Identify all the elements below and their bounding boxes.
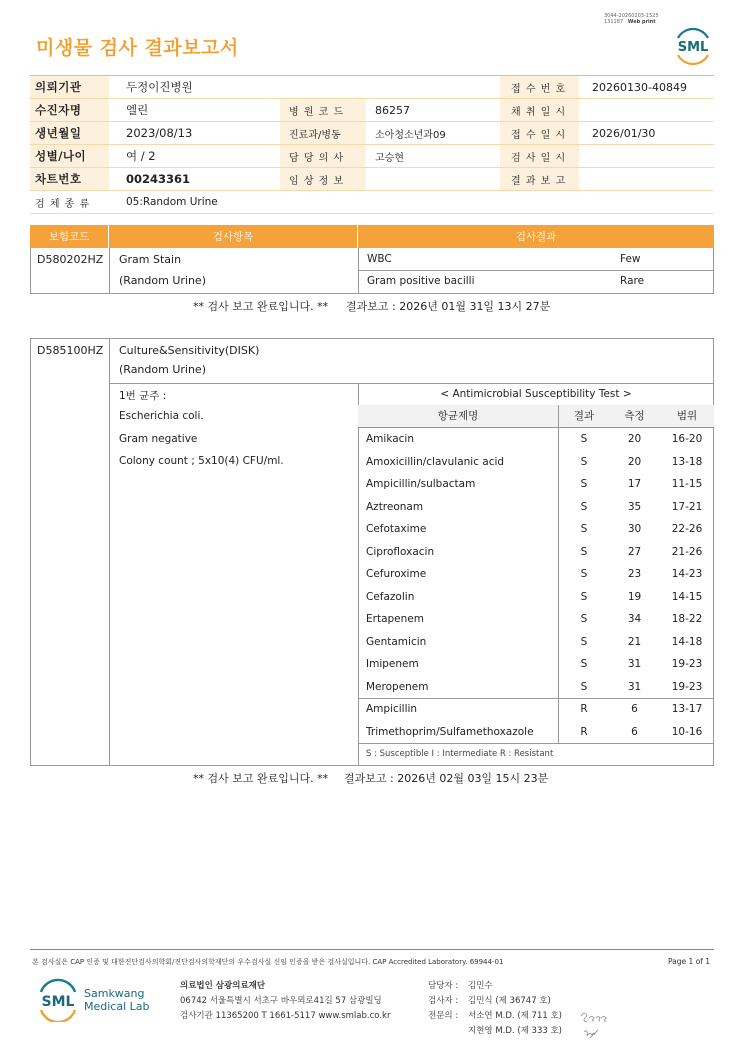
test-name: Gram Stain bbox=[119, 253, 182, 266]
ast-result: S bbox=[580, 658, 588, 671]
ast-row bbox=[358, 496, 714, 519]
complete-note: ** 검사 보고 완료입니다. ** bbox=[193, 772, 329, 785]
ast-drug: Gentamicin bbox=[366, 635, 427, 648]
page-title: 미생물 검사 결과보고서 bbox=[36, 37, 239, 59]
specimen-value: 05:Random Urine bbox=[126, 196, 218, 208]
header-code: 보험코드 bbox=[30, 225, 109, 248]
info-value: 소아청소년과09 bbox=[375, 129, 446, 141]
ast-measure: 20 bbox=[627, 433, 642, 446]
ast-drug: Aztreonam bbox=[366, 500, 424, 513]
ast-range: 13-17 bbox=[671, 703, 703, 716]
org-contact: 검사기관 11365200 T 1661-5117 www.smlab.co.kr bbox=[180, 1011, 391, 1021]
cert-text: 본 검사실은 CAP 인증 및 대한진단검사의학회/진단검사의학재단의 우수검사실 신임 인증을 받은 검사실입니다. CAP Accredited Laboratory. 69944-01 bbox=[32, 958, 504, 966]
info-label: 의뢰기관 bbox=[30, 76, 109, 98]
document-code-line2: 131187 bbox=[604, 19, 624, 25]
header-result: 검사결과 bbox=[515, 231, 557, 243]
ast-range: 14-23 bbox=[671, 568, 703, 581]
ast-header-row bbox=[358, 405, 714, 428]
staff-list: 담당자 : 김민수 검사자 : 김민식 (제 36747 호) 전문의 : 서소연 M.D. (제 711 호) 지현영 M.D. (제 333 호) bbox=[428, 981, 563, 1036]
ast-row bbox=[358, 586, 714, 609]
ast-drug: Ertapenem bbox=[366, 613, 424, 626]
info-label: 검 사 일 시 bbox=[500, 145, 579, 167]
test-specimen: (Random Urine) bbox=[119, 274, 206, 287]
info-label: 접 수 번 호 bbox=[500, 76, 579, 98]
info-value: 두정이진병원 bbox=[126, 80, 193, 94]
logo-english: Samkwang Medical Lab bbox=[84, 987, 150, 1013]
ast-row bbox=[358, 653, 714, 676]
staff-name: 지현영 M.D. (제 333 호) bbox=[468, 1026, 563, 1036]
ast-drug: Ampicillin bbox=[366, 703, 418, 716]
info-row bbox=[30, 76, 714, 99]
ast-measure: 31 bbox=[627, 680, 642, 693]
ast-header-drug: 항균제명 bbox=[358, 405, 559, 427]
ast-header-result: 결과 bbox=[573, 410, 595, 423]
ast-result: S bbox=[580, 523, 588, 536]
patient-info-table bbox=[30, 75, 714, 214]
ast-measure: 6 bbox=[631, 725, 638, 738]
info-label: 결 과 보 고 bbox=[500, 168, 579, 190]
info-value: 86257 bbox=[375, 103, 410, 117]
staff-name: 김민식 (제 36747 호) bbox=[468, 996, 551, 1006]
ast-range: 13-18 bbox=[671, 455, 703, 468]
ast-result: S bbox=[580, 500, 588, 513]
ast-result: S bbox=[580, 613, 588, 626]
org-address: 06742 서울특별시 서초구 바우뫼로41길 57 삼광빌딩 bbox=[180, 996, 382, 1006]
ast-drug: Meropenem bbox=[366, 680, 429, 693]
ast-drug: Cefuroxime bbox=[366, 568, 427, 581]
info-row bbox=[30, 99, 714, 122]
ast-range: 14-18 bbox=[671, 635, 703, 648]
document-code bbox=[604, 13, 659, 25]
info-label: 병 원 코 드 bbox=[280, 99, 366, 121]
organism-name: Escherichia coli. bbox=[119, 410, 204, 422]
ast-range: 18-22 bbox=[671, 613, 703, 626]
staff-name: 김민수 bbox=[468, 981, 493, 991]
ast-row bbox=[358, 563, 714, 586]
ast-result: S bbox=[580, 568, 588, 581]
ast-row bbox=[358, 473, 714, 496]
header-item: 검사항목 bbox=[109, 225, 358, 248]
ast-legend: S : Susceptible I : Intermediate R : Resistant bbox=[366, 749, 554, 759]
ast-result: S bbox=[580, 478, 588, 491]
sml-logo bbox=[672, 24, 714, 66]
info-label: 진료과/병동 bbox=[280, 122, 366, 144]
specimen-label: 검 체 종 류 bbox=[30, 191, 109, 213]
ast-measure: 30 bbox=[627, 523, 642, 536]
footer-divider bbox=[30, 949, 714, 950]
ast-measure: 21 bbox=[627, 635, 642, 648]
ast-result: R bbox=[580, 703, 588, 716]
result-value: Rare bbox=[620, 275, 645, 287]
document-code-line1: 3044-20260203-1525 bbox=[604, 13, 659, 19]
ast-result: R bbox=[580, 725, 588, 738]
info-label: 차트번호 bbox=[30, 168, 109, 190]
complete-note: ** 검사 보고 완료입니다. ** bbox=[193, 300, 329, 313]
org-info bbox=[180, 979, 390, 1024]
ast-range: 22-26 bbox=[671, 523, 703, 536]
ast-result: S bbox=[580, 433, 588, 446]
ast-range: 21-26 bbox=[671, 545, 703, 558]
ast-drug: Trimethoprim/Sulfamethoxazole bbox=[366, 725, 534, 738]
info-value: 20260130-40849 bbox=[592, 80, 687, 94]
info-row bbox=[30, 122, 714, 145]
ast-result: S bbox=[580, 680, 588, 693]
ast-measure: 35 bbox=[627, 500, 642, 513]
info-value: 엘린 bbox=[126, 103, 149, 117]
report-time: 결과보고 : 2026년 02월 03일 15시 23분 bbox=[344, 772, 549, 785]
info-label: 담 당 의 사 bbox=[280, 145, 366, 167]
info-label: 수진자명 bbox=[30, 99, 109, 121]
org-name: 의료법인 삼광의료재단 bbox=[180, 981, 266, 991]
ast-range: 19-23 bbox=[671, 658, 703, 671]
ast-result: S bbox=[580, 590, 588, 603]
gram-type: Gram negative bbox=[119, 433, 198, 445]
ast-result: S bbox=[580, 545, 588, 558]
ast-drug: Ampicillin/sulbactam bbox=[366, 478, 476, 491]
sml-logo-icon bbox=[36, 978, 80, 1022]
ast-row bbox=[358, 698, 714, 721]
info-label: 임 상 정 보 bbox=[280, 168, 366, 190]
info-label: 생년월일 bbox=[30, 122, 109, 144]
page-number: Page 1 of 1 bbox=[668, 957, 711, 966]
result-name: WBC bbox=[367, 253, 392, 265]
report-time: 결과보고 : 2026년 01월 31일 13시 27분 bbox=[346, 300, 551, 313]
strain-label: 1번 균주 : bbox=[119, 390, 167, 402]
ast-measure: 20 bbox=[627, 455, 642, 468]
ast-drug: Amikacin bbox=[366, 433, 415, 446]
test-specimen: (Random Urine) bbox=[119, 363, 206, 376]
ast-drug: Imipenem bbox=[366, 658, 419, 671]
info-row bbox=[30, 168, 714, 191]
ast-measure: 31 bbox=[627, 658, 642, 671]
ast-range: 11-15 bbox=[671, 478, 703, 491]
ast-row bbox=[358, 721, 714, 744]
result-header bbox=[30, 225, 714, 248]
signature-mark bbox=[578, 1008, 610, 1042]
result-value: Few bbox=[620, 253, 641, 265]
ast-range: 19-23 bbox=[671, 680, 703, 693]
ast-title: < Antimicrobial Susceptibility Test > bbox=[358, 383, 714, 406]
info-label: 성별/나이 bbox=[30, 145, 109, 167]
info-label: 접 수 일 시 bbox=[500, 122, 579, 144]
info-row-specimen bbox=[30, 191, 714, 214]
test-name: Culture&Sensitivity(DISK) bbox=[119, 344, 260, 357]
samkwang-logo bbox=[36, 978, 80, 1025]
ast-range: 14-15 bbox=[671, 590, 703, 603]
ast-measure: 27 bbox=[627, 545, 642, 558]
info-value: 2026/01/30 bbox=[592, 126, 656, 140]
info-value: 여 / 2 bbox=[126, 149, 156, 163]
colony-count: Colony count ; 5x10(4) CFU/ml. bbox=[119, 455, 284, 467]
ast-measure: 23 bbox=[627, 568, 642, 581]
ast-row bbox=[358, 541, 714, 564]
ast-measure: 19 bbox=[627, 590, 642, 603]
ast-measure: 34 bbox=[627, 613, 642, 626]
ast-result: S bbox=[580, 455, 588, 468]
test-gram-stain bbox=[30, 248, 714, 294]
ast-range: 17-21 bbox=[671, 500, 703, 513]
ast-drug: Ciprofloxacin bbox=[366, 545, 435, 558]
svg-text:SML: SML bbox=[677, 40, 709, 55]
web-print-label: Web print bbox=[627, 19, 656, 25]
ast-drug: Amoxicillin/clavulanic acid bbox=[366, 455, 505, 468]
ast-drug: Cefazolin bbox=[366, 590, 415, 603]
info-label: 채 취 일 시 bbox=[500, 99, 579, 121]
ast-row bbox=[358, 631, 714, 654]
info-label bbox=[280, 76, 366, 98]
ast-row bbox=[358, 676, 714, 699]
test-code: D585100HZ bbox=[37, 344, 104, 357]
ast-row bbox=[358, 451, 714, 474]
test-code: D580202HZ bbox=[37, 253, 104, 266]
staff-name: 서소연 M.D. (제 711 호) bbox=[468, 1011, 563, 1021]
ast-row bbox=[358, 608, 714, 631]
info-row bbox=[30, 145, 714, 168]
ast-range: 10-16 bbox=[671, 725, 703, 738]
result-name: Gram positive bacilli bbox=[367, 275, 475, 287]
ast-measure: 17 bbox=[627, 478, 642, 491]
ast-row bbox=[358, 518, 714, 541]
ast-header-range: 범위 bbox=[676, 410, 698, 423]
ast-drug: Cefotaxime bbox=[366, 523, 427, 536]
info-value: 2023/08/13 bbox=[126, 126, 193, 140]
ast-range: 16-20 bbox=[671, 433, 703, 446]
info-value: 고승현 bbox=[375, 152, 404, 164]
ast-row bbox=[358, 428, 714, 451]
svg-text:SML: SML bbox=[41, 994, 75, 1010]
info-value: 00243361 bbox=[126, 172, 191, 186]
ast-measure: 6 bbox=[631, 703, 638, 716]
ast-header-measure: 측정 bbox=[624, 410, 645, 423]
ast-result: S bbox=[580, 635, 588, 648]
